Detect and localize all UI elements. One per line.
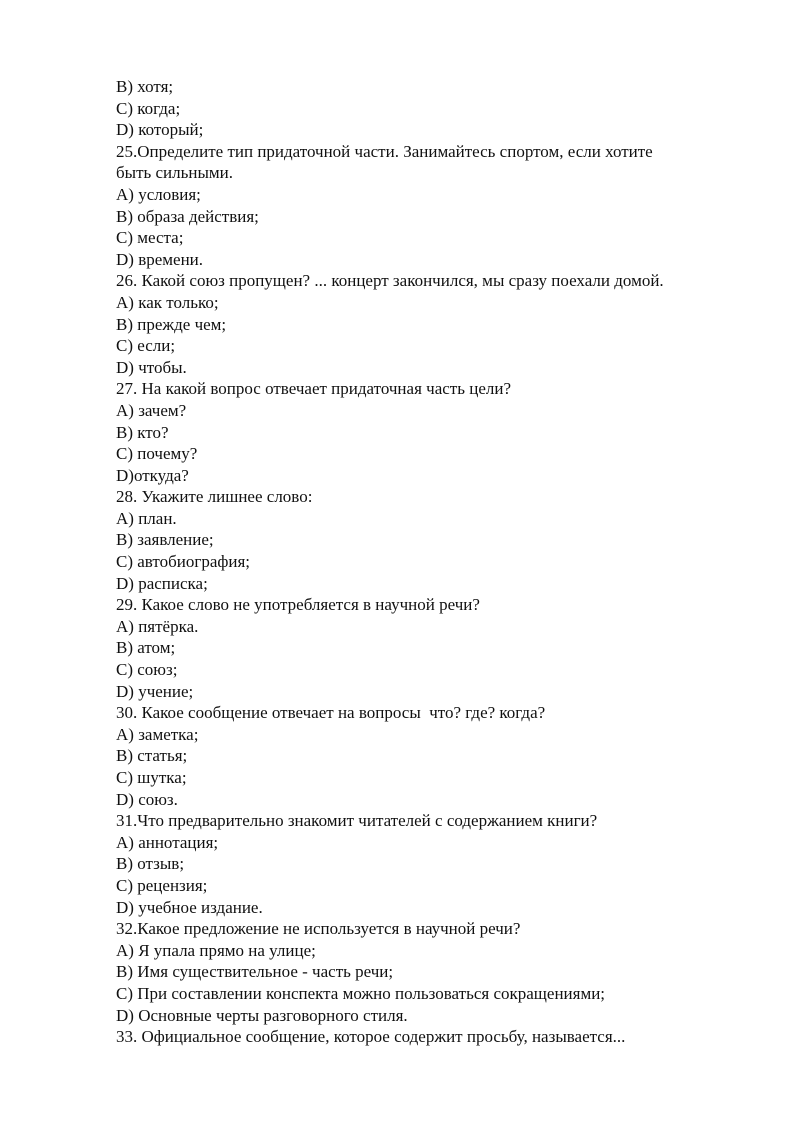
answer-option: B) отзыв; [116,854,185,874]
question-25: 25.Определите тип придаточной части. Занимайтесь спортом, если хотите [116,141,653,161]
answer-option: D) который; [116,120,204,140]
answer-option: C) рецензия; [116,875,208,895]
answer-option: B) образа действия; [116,206,259,226]
answer-option: B) хотя; [116,77,174,96]
answer-option: D) учение; [116,681,194,701]
question-32: 32.Какое предложение не используется в научной речи? [116,919,521,939]
answer-option: B) статья; [116,746,188,766]
question-33: 33. Официальное сообщение, которое содержит просьбу, называется... [116,1027,626,1047]
answer-option: D)откуда? [116,465,189,485]
answer-option: D) учебное издание. [116,897,263,917]
answer-option: B) прежде чем; [116,314,227,334]
document-page [116,76,756,1048]
question-26: 26. Какой союз пропущен? ... концерт закончился, мы сразу поехали домой. [116,271,664,291]
question-31: 31.Что предварительно знакомит читателей с содержанием книги? [116,811,598,831]
answer-option: A) зачем? [116,400,187,420]
answer-option: C) почему? [116,444,198,464]
answer-option: B) заявление; [116,530,214,550]
question-28: 28. Укажите лишнее слово: [116,487,313,507]
answer-option: B) кто? [116,422,169,442]
answer-option: D) расписка; [116,573,208,593]
answer-option: A) аннотация; [116,832,219,852]
answer-option: A) Я упала прямо на улице; [116,940,316,960]
answer-option: D) союз. [116,789,178,809]
answer-option: D) чтобы. [116,357,187,377]
answer-option: C) При составлении конспекта можно пользоваться сокращениями; [116,983,606,1003]
answer-option: A) пятёрка. [116,616,199,636]
question-25-continued: быть сильными. [116,163,234,183]
answer-option: C) союз; [116,660,178,680]
answer-option: A) как только; [116,292,219,312]
answer-option: C) если; [116,336,176,356]
answer-option: B) атом; [116,638,176,658]
question-30: 30. Какое сообщение отвечает на вопросы что? где? когда? [116,703,546,723]
answer-option: C) шутка; [116,768,187,787]
answer-option: A) план. [116,508,177,528]
answer-option: C) места; [116,228,184,248]
answer-option: C) автобиография; [116,552,251,572]
answer-option: A) условия; [116,184,201,204]
answer-option: A) заметка; [116,724,199,744]
answer-option: B) Имя существительное - часть речи; [116,962,394,982]
answer-option: D) Основные черты разговорного стиля. [116,1005,408,1025]
answer-option: C) когда; [116,98,181,118]
answer-option: D) времени. [116,249,204,269]
question-29: 29. Какое слово не употребляется в научной речи? [116,595,480,615]
question-27: 27. На какой вопрос отвечает придаточная часть цели? [116,379,511,399]
